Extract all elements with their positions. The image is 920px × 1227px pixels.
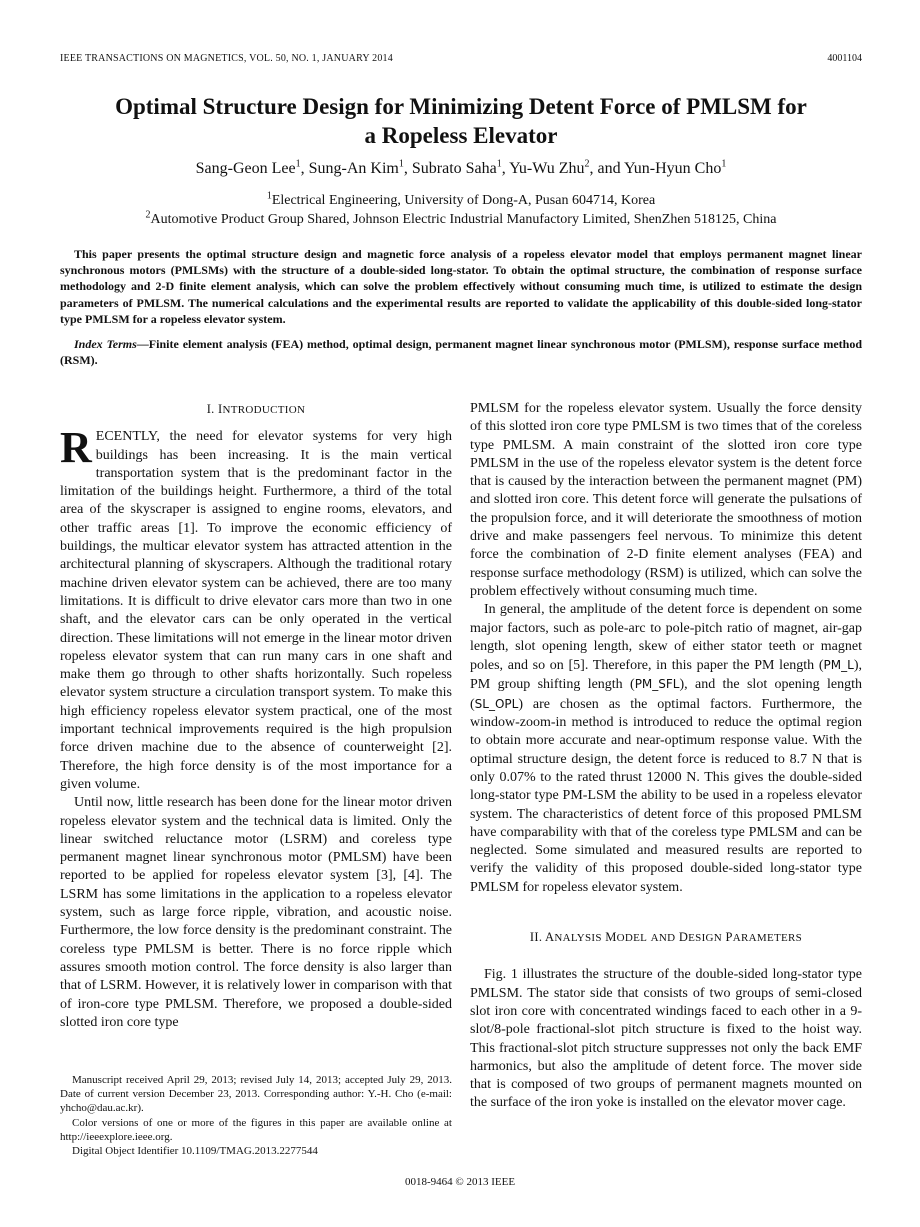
symbol-pm-length: PM_L	[823, 658, 854, 673]
symbol-slot-opening: SL_OPL	[474, 696, 519, 711]
copyright-footer: 0018-9464 © 2013 IEEE	[404, 1176, 516, 1188]
footnote-doi: Digital Object Identifier 10.1109/TMAG.2013.2277544	[72, 1145, 318, 1158]
paragraph: RECENTLY, the need for elevator systems for very high buildings has been increasing. It is the main vertical transportation system that is the predominant factor in the limitation of the buildings height. Furthermore, a third of the total area of the skyscraper is assigned to engine rooms, elevators, and other traffic areas [1]. To improve the economic efficiency of buildings, the multicar elevator system has attracted attention in the architectural planning of skyscrapers. Although the traditional rotary machine driven elevator system can be achieved, there are too many limitations. It is difficult to drive elevator cars more than two in one shaft, and the elevator cars can be only operated in the vertical direction. These limitations will not emerge in the linear motor driven ropeless elevator system that can run many cars in one shaft and make them go through to other shafts horizontally. Such ropeless elevator system structure a circulation transport system. To make this high efficiency ropeless elevator system practical, one of the most important technical improvements required is the high propulsion force driven machine due to the absence of counterweight [2]. Therefore, the high force density is of the most importance for a given volume.	[60, 423, 452, 792]
author-separator: ,	[501, 160, 510, 177]
affiliation-text: Electrical Engineering, University of Dong-A, Pusan 604714, Korea	[271, 193, 656, 208]
section-heading-introduction: I. INTRODUCTION	[206, 402, 306, 416]
author-name: Yu-Wu Zhu	[509, 160, 585, 177]
author-separator: ,	[403, 160, 412, 177]
paragraph: PMLSM for the ropeless elevator system. Usually the force density of this slotted iron core type PMLSM is two times that of the coreless type PMLSM. A main constraint of the slotted iron core type PMLSM in the use of the ropeless elevator system is the detent force that is caused by the interaction between the permanent magnet (PM) and slotted iron core. This detent force will generate the pulsations of the propulsion force, and it will deteriorate the smoothness of motion drive and make passengers feel nervous. To minimize this detent force the combination of 2-D finite element analyses (FEA) and response surface methodology (RSM) is utilized, which can solve the problem effectively without consuming much time.	[470, 401, 862, 599]
affiliation-1	[60, 191, 862, 210]
author-mark: 1	[496, 158, 502, 170]
title-line-1: Optimal Structure Design for Minimizing Detent Force of PMLSM for	[115, 94, 807, 119]
paragraph: In general, the amplitude of the detent force is dependent on some major factors, such as pole-arc to pole-pitch ratio of magnet, air-gap length, slot opening length, skew of either stator teeth or magnet poles, and so on [5]. Therefore, in this paper the PM length (PM_L), PM group shifting length (PM_SFL), and the slot opening length (SL_OPL) are chosen as the optimal factors. Furthermore, the window-zoom-in method is introduced to reduce the optimal region to obtain more accurate and near-optimum response value. With the optimal structure design, the detent force is reduced to 8.7 N that is only 0.07% to the rated thrust 12000 N. This gives the double-sided long-stator type PM-LSM the ability to be used in a ropeless elevator system. The characteristics of detent force of this proposed PMLSM have comparability with that of the coreless type PMLSM and can be neglected. Some simulated and measured results are reported to verify the validity of this proposed double-sided long-stator type PMLSM for ropeless elevator system.	[470, 602, 862, 895]
footnote-color: Color versions of one or more of the figures in this paper are available online at http://ieeexplore.ieee.org.	[60, 1116, 452, 1143]
paper-title	[60, 92, 862, 150]
affiliation-mark: 1	[266, 190, 272, 202]
author-list	[60, 158, 862, 180]
author-name: Sung-An Kim	[308, 160, 399, 177]
author-name: Yun-Hyun Cho	[624, 160, 722, 177]
author-separator: ,	[300, 160, 309, 177]
symbol-pm-shift: PM_SFL	[634, 677, 680, 692]
author-and: , and	[589, 160, 624, 177]
author-mark: 1	[295, 158, 301, 170]
index-terms-label: Index Terms	[74, 337, 137, 351]
running-header: IEEE TRANSACTIONS ON MAGNETICS, VOL. 50, NO. 1, JANUARY 2014	[60, 53, 393, 64]
right-column	[470, 400, 862, 1113]
section-heading-analysis-model: II. ANALYSIS MODEL AND DESIGN PARAMETERS	[529, 930, 803, 945]
author-name: Sang-Geon Lee	[195, 160, 296, 177]
footnote-received: Manuscript received April 29, 2013; revised July 14, 2013; accepted July 29, 2013. Date of current version December 23, 2013. Corresponding author: Y.-H. Cho (e-mail: yhcho@dau.ac.kr).	[60, 1074, 452, 1115]
paragraph: Fig. 1 illustrates the structure of the double-sided long-stator type PMLSM. The stator side that consists of two groups of semi-closed slot iron core with concentrated windings faced to each other in a 9-slot/8-pole fractional-slot pitch structure is fixed to the hoist way. This fractional-slot pitch structure suppresses not only the back EMF harmonics, but also the amplitude of detent force. The mover side that is composed of two groups of permanent magnets mounted on the surface of the iron yoke is installed on the elevator mover cage.	[470, 967, 862, 1111]
author-mark: 1	[398, 158, 404, 170]
page-number: 4001104	[827, 53, 862, 64]
author-mark: 2	[584, 158, 590, 170]
index-terms	[60, 336, 862, 368]
author-name: Subrato Saha	[411, 160, 497, 177]
affiliation-mark: 2	[145, 209, 151, 221]
left-column	[60, 400, 452, 1032]
title-line-2: a Ropeless Elevator	[364, 123, 558, 148]
affiliation-text: Automotive Product Group Shared, Johnson Electric Industrial Manufactory Limited, ShenZhen 518125, China	[150, 212, 777, 227]
affiliation-2	[60, 210, 862, 229]
paragraph: Until now, little research has been done for the linear motor driven ropeless elevator system and the technical data is limited. Only the linear switched reluctance motor (LSRM) and coreless type permanent magnet linear synchronous motor (PMLSM) have been reported to be applied for ropeless elevator system [3], [4]. The LSRM has some limitations in the application to a ropeless elevator system, such as large force ripple, vibration, and acoustic noise. Furthermore, the low force density is the predominant constraint. The coreless type PMLSM is better. There is no force ripple which assures smooth motion control. The force density is also larger than that of LSRM. However, it is relatively lower in comparison with that of iron-core type PMLSM. Therefore, we proposed a double-sided slotted iron core type	[60, 795, 452, 1030]
abstract: This paper presents the optimal structure design and magnetic force analysis of a ropeless elevator model that employs permanent magnet linear synchronous motors (PMLSMs) with the structure of a double-sided long-stator. To obtain the optimal structure, the combination of response surface methodology and 2-D finite element analysis, which can solve the problem effectively without consuming much time, is utilized to estimate the design parameters of PMLSM. The numerical calculations and the experimental results are reported to validate the applicability of this double-sided long-stator type PMLSM for a ropeless elevator system.	[60, 247, 862, 326]
author-mark: 1	[721, 158, 727, 170]
index-terms-text: —Finite element analysis (FEA) method, optimal design, permanent magnet linear synchronous motor (PMLSM), response surface method (RSM).	[60, 337, 862, 368]
footnotes	[60, 1073, 452, 1158]
drop-cap: R	[60, 423, 92, 473]
